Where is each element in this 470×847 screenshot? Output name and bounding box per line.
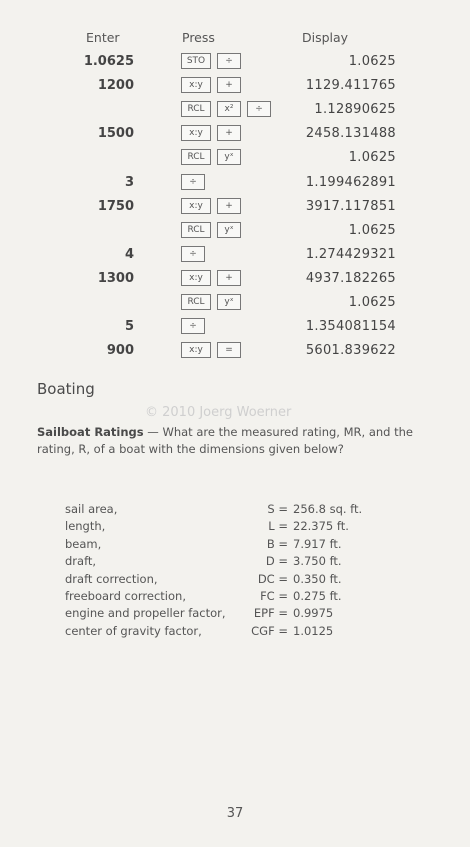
calculator-key: = bbox=[217, 342, 241, 358]
dimension-row bbox=[0, 606, 470, 623]
key-sequence bbox=[181, 149, 241, 165]
display-value: 4937.182265 bbox=[305, 270, 396, 286]
dimension-symbol: S = bbox=[267, 502, 288, 516]
key-sequence bbox=[181, 198, 241, 214]
calculator-key: ÷ bbox=[217, 53, 241, 69]
calculator-key: RCL bbox=[181, 101, 211, 117]
dimension-row bbox=[0, 624, 470, 641]
dimension-label: engine and propeller factor, bbox=[65, 606, 226, 621]
table-row bbox=[0, 148, 470, 170]
enter-value: 1.0625 bbox=[83, 54, 134, 69]
display-value: 1129.411765 bbox=[305, 78, 396, 94]
dimensions-list bbox=[0, 502, 470, 641]
key-sequence bbox=[181, 77, 241, 93]
display-value: 1.12890625 bbox=[314, 102, 396, 118]
table-row bbox=[0, 100, 470, 122]
calculator-key: x:y bbox=[181, 125, 211, 141]
key-sequence bbox=[181, 318, 205, 334]
dimension-label: freeboard correction, bbox=[65, 588, 186, 603]
display-value: 1.0625 bbox=[348, 54, 396, 69]
dimension-label: beam, bbox=[65, 536, 102, 551]
display-value: 1.199462891 bbox=[305, 174, 396, 190]
calculator-key: RCL bbox=[181, 149, 211, 165]
display-value: 2458.131488 bbox=[305, 126, 396, 142]
key-sequence bbox=[181, 53, 241, 69]
display-value: 1.0625 bbox=[348, 150, 396, 166]
calculator-key: yˣ bbox=[217, 222, 241, 238]
display-value: 5601.839622 bbox=[305, 343, 396, 359]
calculator-key: + bbox=[217, 270, 241, 286]
calculator-key: ÷ bbox=[181, 318, 205, 334]
calculator-key: yˣ bbox=[217, 149, 241, 165]
calculator-key: ÷ bbox=[181, 246, 205, 262]
calculator-key: + bbox=[217, 198, 241, 214]
page-number: 37 bbox=[226, 806, 244, 821]
key-sequence bbox=[181, 270, 241, 286]
enter-value: 1300 bbox=[97, 270, 134, 286]
calculator-key: RCL bbox=[181, 222, 211, 238]
table-row bbox=[0, 124, 470, 146]
header-display: Display bbox=[302, 30, 349, 45]
header-press: Press bbox=[182, 30, 215, 45]
dimension-value: 1.0125 bbox=[293, 623, 334, 638]
display-value: 1.354081154 bbox=[305, 319, 396, 335]
calculator-key: ÷ bbox=[181, 174, 205, 190]
enter-value: 900 bbox=[106, 343, 134, 359]
display-value: 1.0625 bbox=[348, 295, 396, 310]
table-row bbox=[0, 245, 470, 267]
table-row bbox=[0, 269, 470, 291]
table-row bbox=[0, 341, 470, 363]
enter-value: 4 bbox=[124, 246, 134, 262]
calculator-key: x:y bbox=[181, 198, 211, 214]
enter-value: 3 bbox=[124, 174, 134, 190]
calculator-key: RCL bbox=[181, 294, 211, 310]
calculator-key: x:y bbox=[181, 342, 211, 358]
header-enter: Enter bbox=[86, 30, 120, 45]
calculator-key: + bbox=[217, 125, 241, 141]
calculator-key: ÷ bbox=[247, 101, 271, 117]
problem-heading: Sailboat Ratings bbox=[37, 425, 144, 439]
dimension-symbol: FC = bbox=[260, 588, 288, 603]
key-sequence bbox=[181, 101, 271, 117]
enter-value: 1750 bbox=[97, 198, 134, 214]
key-sequence bbox=[181, 294, 241, 310]
dimension-label: draft correction, bbox=[65, 571, 158, 586]
dimension-value: 256.8 sq. ft. bbox=[293, 502, 363, 516]
calculator-key: x:y bbox=[181, 270, 211, 286]
dimension-value: 0.275 ft. bbox=[293, 588, 342, 603]
copyright-watermark: © 2010 Joerg Woerner bbox=[145, 405, 292, 420]
dimension-symbol: CGF = bbox=[251, 623, 288, 638]
key-sequence bbox=[181, 174, 205, 190]
dimension-value: 0.350 ft. bbox=[293, 571, 342, 586]
display-value: 1.0625 bbox=[348, 222, 396, 238]
table-row bbox=[0, 197, 470, 219]
display-value: 1.274429321 bbox=[305, 246, 396, 262]
dimension-row bbox=[0, 554, 470, 571]
calculator-key: x² bbox=[217, 101, 241, 117]
dimension-symbol: EPF = bbox=[253, 606, 288, 621]
section-title: Boating bbox=[37, 380, 95, 398]
dimension-row bbox=[0, 589, 470, 606]
dimension-row bbox=[0, 572, 470, 589]
table-row bbox=[0, 221, 470, 243]
dimension-label: length, bbox=[65, 519, 106, 534]
table-row bbox=[0, 317, 470, 339]
display-value: 3917.117851 bbox=[305, 198, 396, 214]
dimension-row bbox=[0, 537, 470, 554]
dimension-value: 7.917 ft. bbox=[293, 536, 342, 551]
calculator-key: STO bbox=[181, 53, 211, 69]
dimension-value: 22.375 ft. bbox=[293, 519, 349, 534]
enter-value: 1200 bbox=[97, 78, 134, 94]
table-row bbox=[0, 52, 470, 74]
dimension-row bbox=[0, 519, 470, 536]
key-sequence bbox=[181, 246, 205, 262]
calculator-key: + bbox=[217, 77, 241, 93]
problem-text: — What are the measured rating, MR, and the rating, R, of a boat with the dimensions given below? bbox=[37, 425, 413, 456]
problem-paragraph bbox=[37, 424, 437, 458]
dimension-symbol: B = bbox=[266, 536, 288, 551]
dimension-symbol: L = bbox=[268, 519, 288, 534]
calculator-key: x:y bbox=[181, 77, 211, 93]
enter-value: 5 bbox=[124, 319, 134, 335]
table-row bbox=[0, 173, 470, 195]
dimension-value: 3.750 ft. bbox=[293, 554, 342, 569]
table-row bbox=[0, 76, 470, 98]
key-sequence bbox=[181, 125, 241, 141]
enter-value: 1500 bbox=[97, 126, 134, 142]
dimension-label: sail area, bbox=[65, 502, 118, 516]
dimension-symbol: DC = bbox=[257, 571, 288, 586]
dimension-label: center of gravity factor, bbox=[65, 623, 202, 638]
dimension-label: draft, bbox=[65, 554, 97, 569]
dimension-symbol: D = bbox=[265, 554, 288, 569]
calculator-key: yˣ bbox=[217, 294, 241, 310]
table-row bbox=[0, 293, 470, 315]
key-sequence bbox=[181, 222, 241, 238]
dimension-value: 0.9975 bbox=[293, 606, 334, 621]
dimension-row bbox=[0, 502, 470, 519]
key-sequence bbox=[181, 342, 241, 358]
